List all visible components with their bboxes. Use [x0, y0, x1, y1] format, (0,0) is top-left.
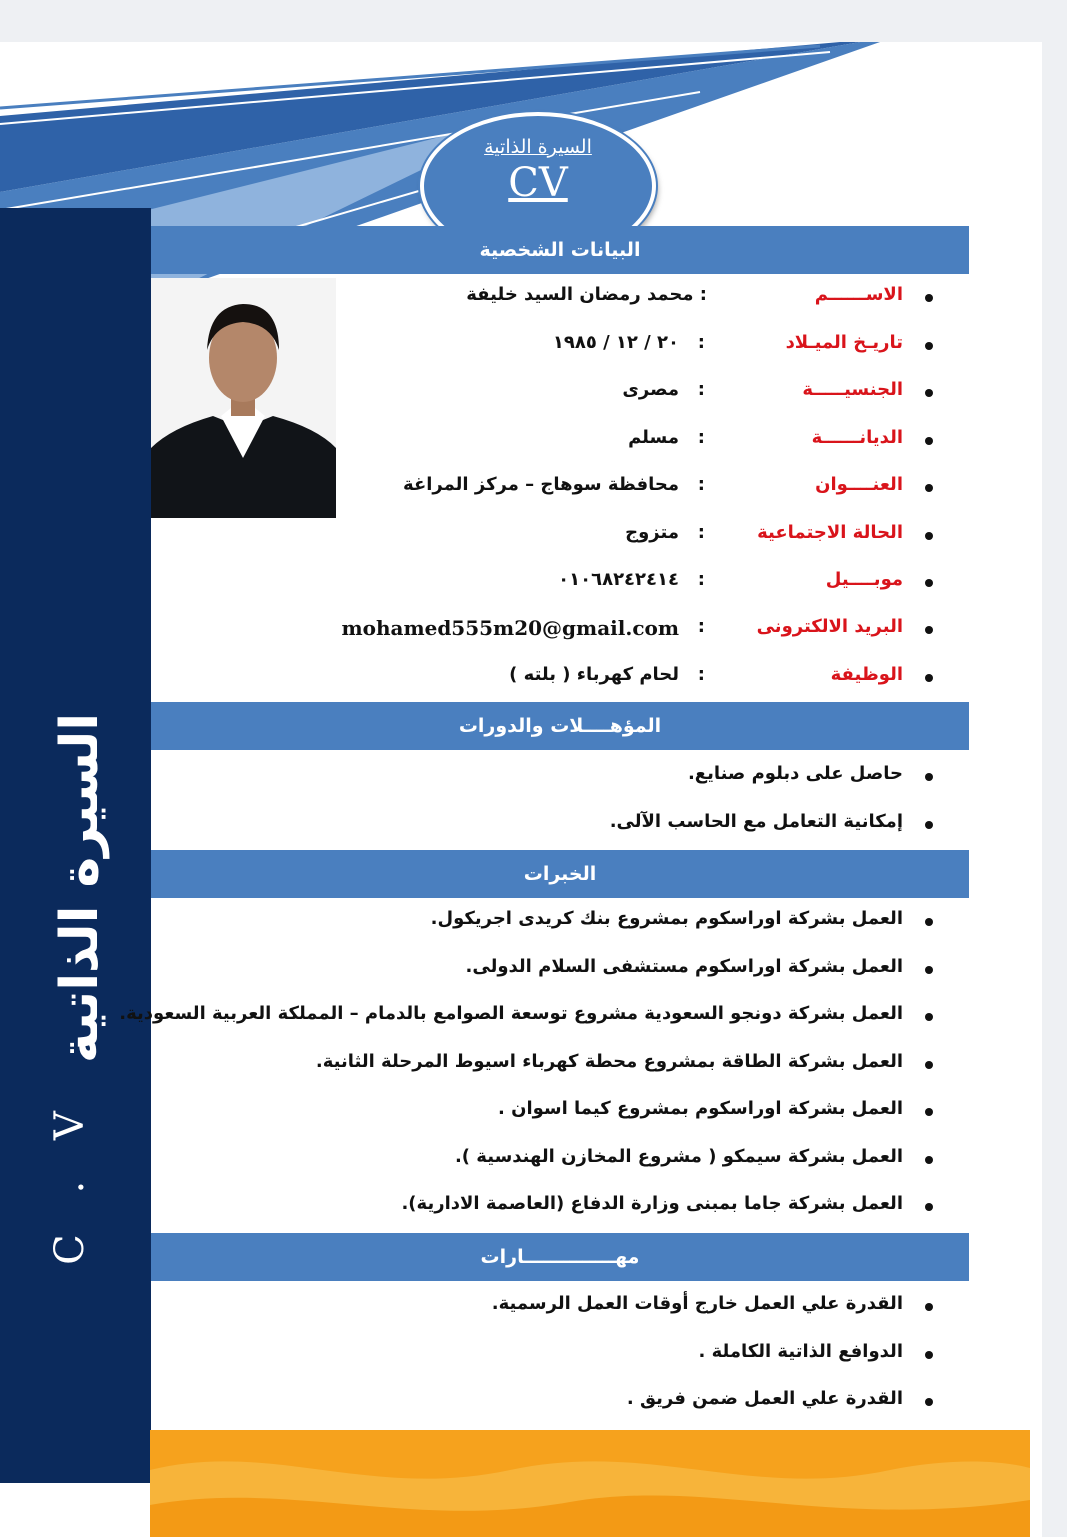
qualification-item	[151, 763, 969, 803]
experience-item	[151, 1098, 969, 1138]
personal-row-name	[151, 284, 969, 324]
bullet-icon	[925, 1351, 933, 1359]
bullet-icon	[925, 626, 933, 634]
personal-row-religion	[151, 427, 969, 467]
cv-page	[0, 42, 1042, 1537]
field-label: الحالة الاجتماعية	[757, 522, 903, 543]
bullet-icon	[925, 674, 933, 682]
field-colon: :	[697, 616, 705, 637]
bullet-icon	[925, 579, 933, 587]
bullet-icon	[925, 1061, 933, 1069]
bullet-icon	[925, 389, 933, 397]
cv-badge-arabic-title: السيرة الذاتية	[484, 136, 592, 158]
personal-row-job	[151, 664, 969, 704]
bullet-icon	[925, 484, 933, 492]
personal-row-address	[151, 474, 969, 514]
personal-row-email	[151, 616, 969, 656]
experience-item	[151, 1146, 969, 1186]
field-value: لحام كهرباء ( بلته )	[509, 664, 679, 685]
section-skills-header: مهــــــــــــــارات	[151, 1233, 969, 1281]
field-colon: :	[697, 379, 705, 400]
bullet-icon	[925, 1398, 933, 1406]
bullet-icon	[925, 966, 933, 974]
skill-text: الدوافع الذاتية الكاملة .	[698, 1341, 903, 1362]
experience-text: العمل بشركة اوراسكوم بمشروع كيما اسوان .	[497, 1098, 903, 1119]
bullet-icon	[925, 342, 933, 350]
qualification-text: حاصل على دبلوم صنايع.	[687, 763, 903, 784]
field-label: البريد الالكترونى	[756, 616, 903, 637]
experience-item	[151, 956, 969, 996]
field-colon: :	[697, 522, 705, 543]
sidebar-title: السيرة الذاتية	[50, 712, 110, 1064]
field-label: موبــــيل	[825, 569, 903, 590]
bullet-icon	[925, 773, 933, 781]
experience-text: العمل بشركة اوراسكوم مستشفى السلام الدولى.	[465, 956, 903, 977]
email-value: mohamed555m20@gmail.com	[341, 616, 679, 640]
section-qualifications-header: المؤهــــلات والدورات	[151, 702, 969, 750]
bullet-icon	[925, 532, 933, 540]
bullet-icon	[925, 1156, 933, 1164]
experience-item	[119, 1003, 969, 1043]
field-colon: :	[697, 474, 705, 495]
skill-item	[151, 1293, 969, 1333]
experience-text: العمل بشركة جاما بمبنى وزارة الدفاع (العاصمة الادارية).	[401, 1193, 903, 1214]
personal-row-marital-status	[151, 522, 969, 562]
field-label: الديانــــــة	[811, 427, 903, 448]
field-colon: :	[697, 427, 705, 448]
field-label: الجنسيـــــة	[802, 379, 903, 400]
field-value: ٠١٠٦٨٢٤٢٤١٤	[558, 569, 679, 590]
bullet-icon	[925, 1013, 933, 1021]
field-colon: :	[697, 569, 705, 590]
section-personal-header: البيانات الشخصية	[151, 226, 969, 274]
field-value: محافظة سوهاج – مركز المراغة	[403, 474, 679, 495]
bullet-icon	[925, 294, 933, 302]
bullet-icon	[925, 918, 933, 926]
field-colon: :	[697, 664, 705, 685]
field-value: : محمد رمضان السيد خليفة	[466, 284, 707, 305]
personal-row-birthdate	[151, 332, 969, 372]
skill-text: القدرة علي العمل ضمن فريق .	[626, 1388, 903, 1409]
experience-text: العمل بشركة دونجو السعودية مشروع توسعة الصوامع بالدمام – المملكة العربية السعودية.	[119, 1003, 903, 1024]
sidebar	[0, 208, 151, 1483]
qualification-text: إمكانية التعامل مع الحاسب الآلى.	[609, 811, 903, 832]
experience-item	[151, 1193, 969, 1233]
field-value: مصرى	[622, 379, 679, 400]
field-value: ٢٠ / ١٢ / ١٩٨٥	[552, 332, 679, 353]
bullet-icon	[925, 1203, 933, 1211]
footer-decoration	[150, 1430, 1030, 1537]
field-label: تاريـخ الميـلاد	[785, 332, 903, 353]
section-experience-header: الخبرات	[151, 850, 969, 898]
bullet-icon	[925, 1303, 933, 1311]
personal-row-nationality	[151, 379, 969, 419]
bullet-icon	[925, 437, 933, 445]
bullet-icon	[925, 1108, 933, 1116]
skill-text: القدرة علي العمل خارج أوقات العمل الرسمية.	[491, 1293, 903, 1314]
bullet-icon	[925, 821, 933, 829]
field-label: الاســــــم	[814, 284, 903, 305]
skill-item	[151, 1388, 969, 1428]
field-value: مسلم	[628, 427, 679, 448]
experience-text: العمل بشركة الطاقة بمشروع محطة كهرباء اسيوط المرحلة الثانية.	[315, 1051, 903, 1072]
skill-item	[151, 1341, 969, 1381]
field-label: الوظيفة	[830, 664, 903, 685]
sidebar-cv-label: C . V	[47, 1097, 93, 1265]
personal-row-mobile	[151, 569, 969, 609]
qualification-item	[151, 811, 969, 851]
experience-item	[151, 1051, 969, 1091]
experience-text: العمل بشركة سيمكو ( مشروع المخازن الهندسية ).	[454, 1146, 903, 1167]
experience-item	[151, 908, 969, 948]
cv-badge-english-title: CV	[508, 160, 568, 206]
field-label: العنــــوان	[815, 474, 903, 495]
field-colon: :	[697, 332, 705, 353]
field-value: متزوج	[625, 522, 679, 543]
experience-text: العمل بشركة اوراسكوم بمشروع بنك كريدى اجريكول.	[430, 908, 903, 929]
